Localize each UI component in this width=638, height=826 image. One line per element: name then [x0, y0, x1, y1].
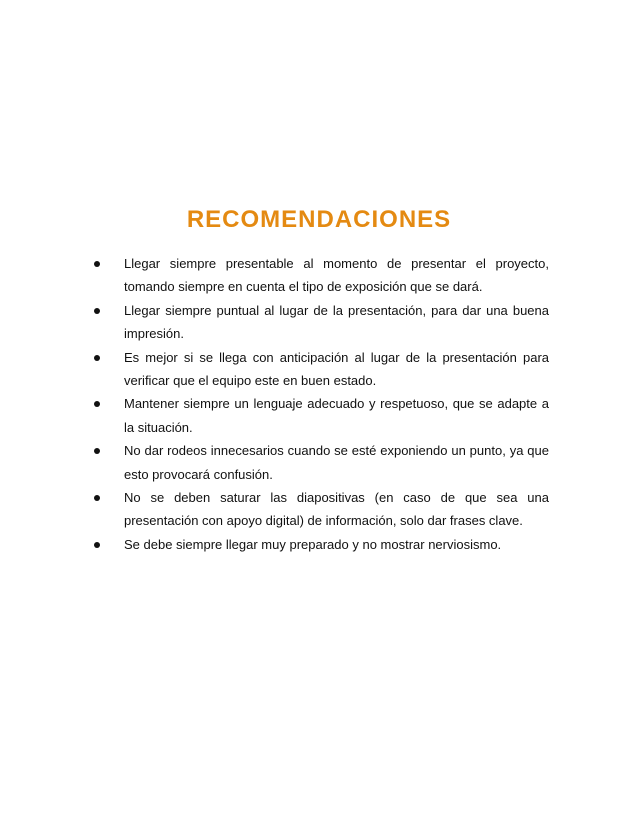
disc-bullet-icon	[93, 354, 101, 362]
list-item	[93, 533, 549, 556]
list-item	[93, 299, 549, 346]
list-item-text: Mantener siempre un lenguaje adecuado y respetuoso, que se adapte a la situación.	[124, 396, 549, 435]
list-item-text: Es mejor si se llega con anticipación al lugar de la presentación para verificar que el equipo este en buen estado.	[124, 349, 549, 389]
list-item-text: No dar rodeos innecesarios cuando se esté exponiendo un punto, ya que esto provocará confusión.	[124, 443, 549, 482]
list-item	[93, 439, 549, 486]
disc-bullet-icon	[93, 260, 101, 268]
page-title: RECOMENDACIONES	[186, 206, 452, 233]
list-item-text: Se debe siempre llegar muy preparado y no mostrar nerviosismo.	[124, 536, 502, 552]
list-item-text: Llegar siempre presentable al momento de presentar el proyecto, tomando siempre en cuenta el tipo de exposición que se dará.	[124, 256, 549, 295]
disc-bullet-icon	[93, 541, 101, 549]
list-item	[93, 392, 549, 439]
disc-bullet-icon	[93, 494, 101, 502]
recommendations-list	[93, 252, 549, 556]
list-item-text: Llegar siempre puntual al lugar de la presentación, para dar una buena impresión.	[124, 302, 549, 342]
list-item	[93, 346, 549, 393]
disc-bullet-icon	[93, 400, 101, 408]
disc-bullet-icon	[93, 307, 101, 315]
list-item-text: No se deben saturar las diapositivas (en caso de que sea una presentación con apoyo digital) de información, solo dar frases clave.	[124, 490, 549, 529]
disc-bullet-icon	[93, 447, 101, 455]
list-item	[93, 486, 549, 533]
list-item	[93, 252, 549, 299]
